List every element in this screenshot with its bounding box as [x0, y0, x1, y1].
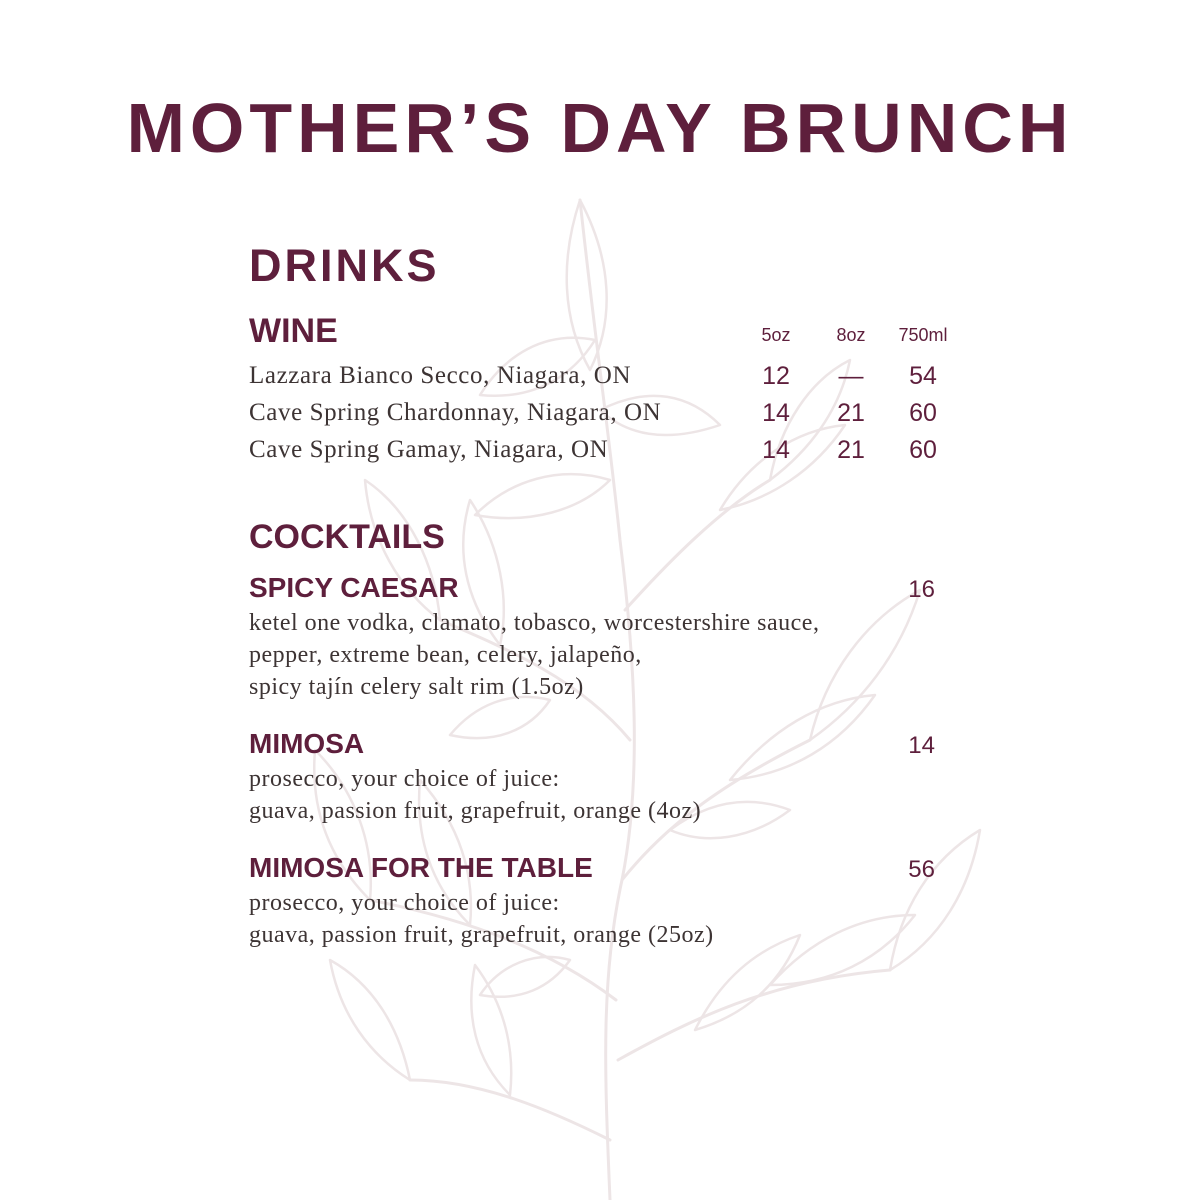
wine-price-8oz: 21 — [837, 436, 865, 464]
cocktail-name: MIMOSA FOR THE TABLE — [249, 852, 593, 883]
wine-price-5oz: 14 — [762, 399, 790, 427]
cocktail-description-line: prosecco, your choice of juice: — [249, 766, 560, 792]
wine-row — [249, 362, 969, 399]
cocktail-description-line: pepper, extreme bean, celery, jalapeño, — [249, 642, 642, 668]
cocktail-description-line: guava, passion fruit, grapefruit, orange (4oz) — [249, 798, 702, 824]
wine-price-750ml: 60 — [909, 436, 937, 464]
cocktail-price: 16 — [908, 576, 935, 603]
drinks-heading: DRINKS — [249, 240, 440, 291]
wine-row — [249, 399, 969, 436]
cocktail-price: 56 — [908, 856, 935, 883]
cocktail-description-line: ketel one vodka, clamato, tobasco, worcestershire sauce, — [249, 610, 820, 636]
wine-name: Cave Spring Chardonnay, Niagara, ON — [249, 399, 662, 426]
cocktail-description-line: guava, passion fruit, grapefruit, orange (25oz) — [249, 922, 714, 948]
page-title: MOTHER’S DAY BRUNCH — [126, 89, 1074, 167]
wine-price-8oz: 21 — [837, 399, 865, 427]
cocktail-name: MIMOSA — [249, 728, 365, 759]
wine-price-750ml: 54 — [909, 362, 937, 390]
size-header-750ml: 750ml — [898, 325, 948, 345]
wine-name: Lazzara Bianco Secco, Niagara, ON — [249, 362, 632, 389]
wine-price-5oz: 12 — [762, 362, 790, 390]
wine-row — [249, 436, 969, 473]
cocktail-name: SPICY CAESAR — [249, 572, 459, 603]
wine-name: Cave Spring Gamay, Niagara, ON — [249, 436, 609, 463]
size-header-5oz: 5oz — [761, 325, 791, 345]
cocktail-description-line: spicy tajín celery salt rim (1.5oz) — [249, 674, 584, 700]
wine-heading: WINE — [249, 312, 338, 350]
cocktail-description-line: prosecco, your choice of juice: — [249, 890, 560, 916]
size-header-8oz: 8oz — [836, 325, 866, 345]
cocktails-heading: COCKTAILS — [249, 518, 445, 556]
wine-price-750ml: 60 — [909, 399, 937, 427]
wine-price-5oz: 14 — [762, 436, 790, 464]
wine-price-8oz: — — [838, 362, 864, 390]
cocktail-price: 14 — [908, 732, 935, 759]
